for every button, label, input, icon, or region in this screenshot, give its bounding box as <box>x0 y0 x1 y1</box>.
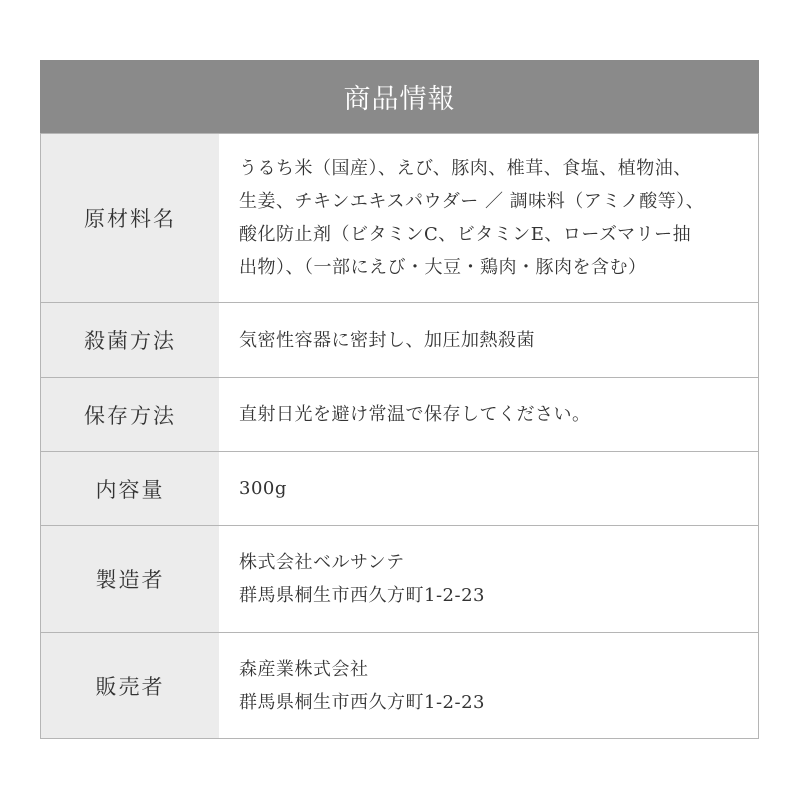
table-row-contents <box>41 451 758 525</box>
row-value <box>219 526 758 632</box>
value-line: 出物）、（一部にえび・大豆・鶏肉・豚肉を含む） <box>239 257 647 278</box>
row-label: 保存方法 <box>41 378 219 451</box>
value-line: 気密性容器に密封し、加圧加熱殺菌 <box>239 329 535 351</box>
row-value <box>219 134 758 302</box>
table-row-manufacturer <box>41 525 758 632</box>
row-value <box>219 303 758 377</box>
table-title: 商品情報 <box>40 60 759 133</box>
row-label: 内容量 <box>41 452 219 525</box>
table-row-seller <box>41 632 758 738</box>
value-line: 直射日光を避け常温で保存してください。 <box>239 404 591 425</box>
row-label: 販売者 <box>41 633 219 738</box>
table-row-sterilization <box>41 302 758 377</box>
table-row-storage <box>41 377 758 451</box>
row-label: 原材料名 <box>41 134 219 302</box>
row-value <box>219 633 758 738</box>
row-label: 製造者 <box>41 526 219 632</box>
row-value <box>219 452 758 525</box>
value-line: 群馬県桐生市西久方町1-2-23 <box>239 691 485 713</box>
table-row-ingredients <box>41 133 758 302</box>
value-line: 群馬県桐生市西久方町1-2-23 <box>239 585 485 606</box>
value-line: 森産業株式会社 <box>239 658 369 680</box>
value-line: 300g <box>239 478 287 499</box>
row-label: 殺菌方法 <box>41 303 219 377</box>
value-line: 生姜、チキンエキスパウダー ／ 調味料（アミノ酸等）、 <box>239 191 705 212</box>
value-line: 酸化防止剤（ビタミンC、ビタミンE、ローズマリー抽 <box>239 224 692 245</box>
row-value <box>219 378 758 451</box>
value-line: 株式会社ベルサンテ <box>239 552 405 573</box>
value-line: うるち米（国産）、えび、豚肉、椎茸、食塩、植物油、 <box>239 158 692 179</box>
product-info-table <box>40 60 759 739</box>
